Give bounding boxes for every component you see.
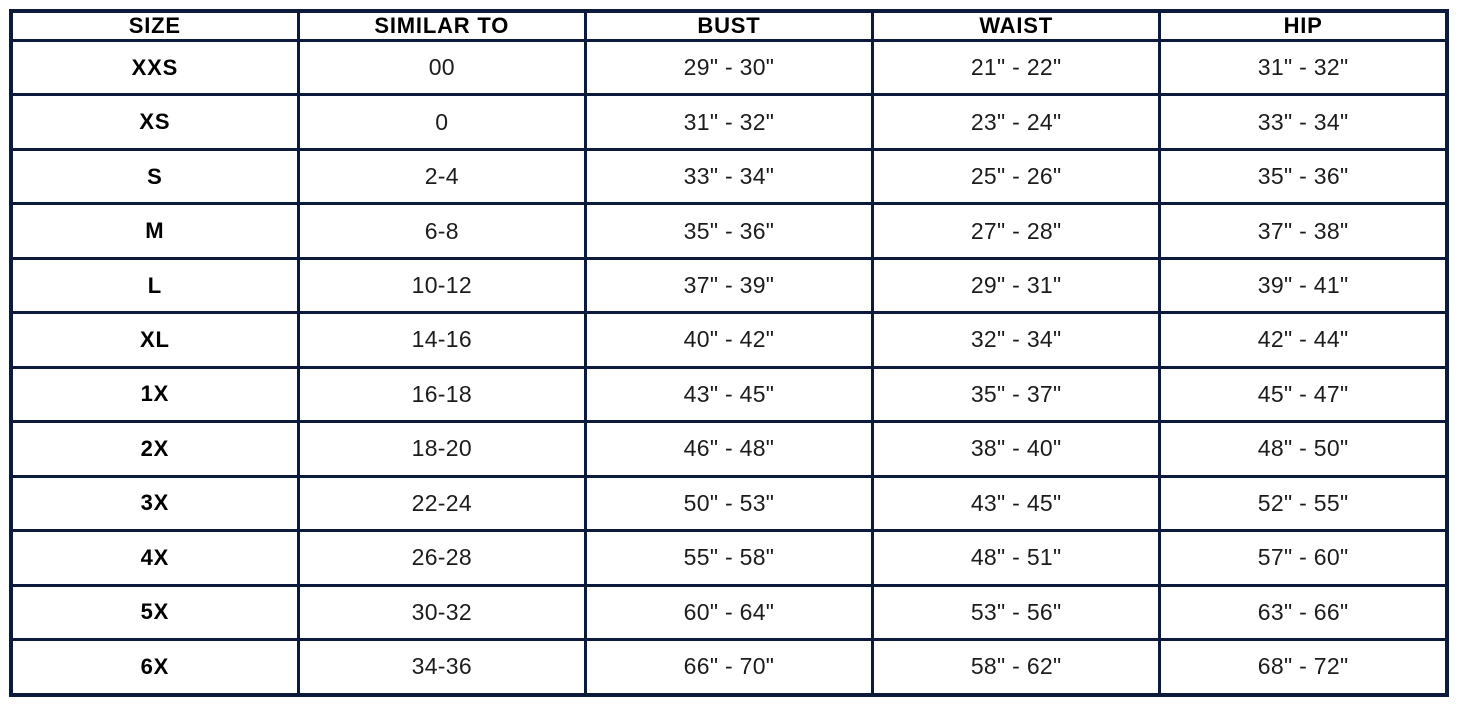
column-header-size: SIZE bbox=[11, 11, 298, 41]
size-cell: XL bbox=[11, 313, 298, 367]
table-row bbox=[11, 258, 1447, 312]
hip-cell: 35" - 36" bbox=[1160, 149, 1447, 203]
waist-cell: 58" - 62" bbox=[873, 639, 1160, 695]
similar-to-cell: 6-8 bbox=[298, 204, 585, 258]
waist-cell: 32" - 34" bbox=[873, 313, 1160, 367]
table-row bbox=[11, 639, 1447, 695]
size-cell: 5X bbox=[11, 585, 298, 639]
waist-cell: 25" - 26" bbox=[873, 149, 1160, 203]
table-row bbox=[11, 367, 1447, 421]
table-row bbox=[11, 585, 1447, 639]
bust-cell: 60" - 64" bbox=[585, 585, 872, 639]
table-row bbox=[11, 95, 1447, 149]
size-chart-header bbox=[11, 11, 1447, 41]
column-header-waist: WAIST bbox=[873, 11, 1160, 41]
similar-to-cell: 16-18 bbox=[298, 367, 585, 421]
bust-cell: 37" - 39" bbox=[585, 258, 872, 312]
bust-cell: 46" - 48" bbox=[585, 422, 872, 476]
hip-cell: 63" - 66" bbox=[1160, 585, 1447, 639]
similar-to-cell: 30-32 bbox=[298, 585, 585, 639]
bust-cell: 66" - 70" bbox=[585, 639, 872, 695]
waist-cell: 29" - 31" bbox=[873, 258, 1160, 312]
bust-cell: 35" - 36" bbox=[585, 204, 872, 258]
waist-cell: 53" - 56" bbox=[873, 585, 1160, 639]
hip-cell: 42" - 44" bbox=[1160, 313, 1447, 367]
hip-cell: 48" - 50" bbox=[1160, 422, 1447, 476]
bust-cell: 29" - 30" bbox=[585, 41, 872, 95]
waist-cell: 21" - 22" bbox=[873, 41, 1160, 95]
waist-cell: 43" - 45" bbox=[873, 476, 1160, 530]
similar-to-cell: 34-36 bbox=[298, 639, 585, 695]
hip-cell: 33" - 34" bbox=[1160, 95, 1447, 149]
table-row bbox=[11, 204, 1447, 258]
size-cell: M bbox=[11, 204, 298, 258]
size-cell: S bbox=[11, 149, 298, 203]
similar-to-cell: 00 bbox=[298, 41, 585, 95]
similar-to-cell: 0 bbox=[298, 95, 585, 149]
similar-to-cell: 22-24 bbox=[298, 476, 585, 530]
size-cell: 3X bbox=[11, 476, 298, 530]
similar-to-cell: 26-28 bbox=[298, 531, 585, 585]
bust-cell: 50" - 53" bbox=[585, 476, 872, 530]
hip-cell: 52" - 55" bbox=[1160, 476, 1447, 530]
size-cell: 2X bbox=[11, 422, 298, 476]
size-cell: XXS bbox=[11, 41, 298, 95]
waist-cell: 23" - 24" bbox=[873, 95, 1160, 149]
header-row bbox=[11, 11, 1447, 41]
waist-cell: 27" - 28" bbox=[873, 204, 1160, 258]
table-row bbox=[11, 476, 1447, 530]
waist-cell: 48" - 51" bbox=[873, 531, 1160, 585]
column-header-bust: BUST bbox=[585, 11, 872, 41]
hip-cell: 57" - 60" bbox=[1160, 531, 1447, 585]
size-cell: 6X bbox=[11, 639, 298, 695]
bust-cell: 31" - 32" bbox=[585, 95, 872, 149]
bust-cell: 55" - 58" bbox=[585, 531, 872, 585]
size-cell: L bbox=[11, 258, 298, 312]
table-row bbox=[11, 149, 1447, 203]
table-row bbox=[11, 41, 1447, 95]
similar-to-cell: 14-16 bbox=[298, 313, 585, 367]
similar-to-cell: 10-12 bbox=[298, 258, 585, 312]
size-cell: 1X bbox=[11, 367, 298, 421]
size-chart-body bbox=[11, 41, 1447, 696]
hip-cell: 68" - 72" bbox=[1160, 639, 1447, 695]
bust-cell: 33" - 34" bbox=[585, 149, 872, 203]
similar-to-cell: 18-20 bbox=[298, 422, 585, 476]
size-chart-table bbox=[9, 9, 1449, 697]
hip-cell: 45" - 47" bbox=[1160, 367, 1447, 421]
waist-cell: 38" - 40" bbox=[873, 422, 1160, 476]
bust-cell: 40" - 42" bbox=[585, 313, 872, 367]
hip-cell: 39" - 41" bbox=[1160, 258, 1447, 312]
hip-cell: 31" - 32" bbox=[1160, 41, 1447, 95]
table-row bbox=[11, 313, 1447, 367]
similar-to-cell: 2-4 bbox=[298, 149, 585, 203]
bust-cell: 43" - 45" bbox=[585, 367, 872, 421]
size-cell: 4X bbox=[11, 531, 298, 585]
waist-cell: 35" - 37" bbox=[873, 367, 1160, 421]
column-header-similar-to: SIMILAR TO bbox=[298, 11, 585, 41]
hip-cell: 37" - 38" bbox=[1160, 204, 1447, 258]
column-header-hip: HIP bbox=[1160, 11, 1447, 41]
table-row bbox=[11, 422, 1447, 476]
table-row bbox=[11, 531, 1447, 585]
size-cell: XS bbox=[11, 95, 298, 149]
